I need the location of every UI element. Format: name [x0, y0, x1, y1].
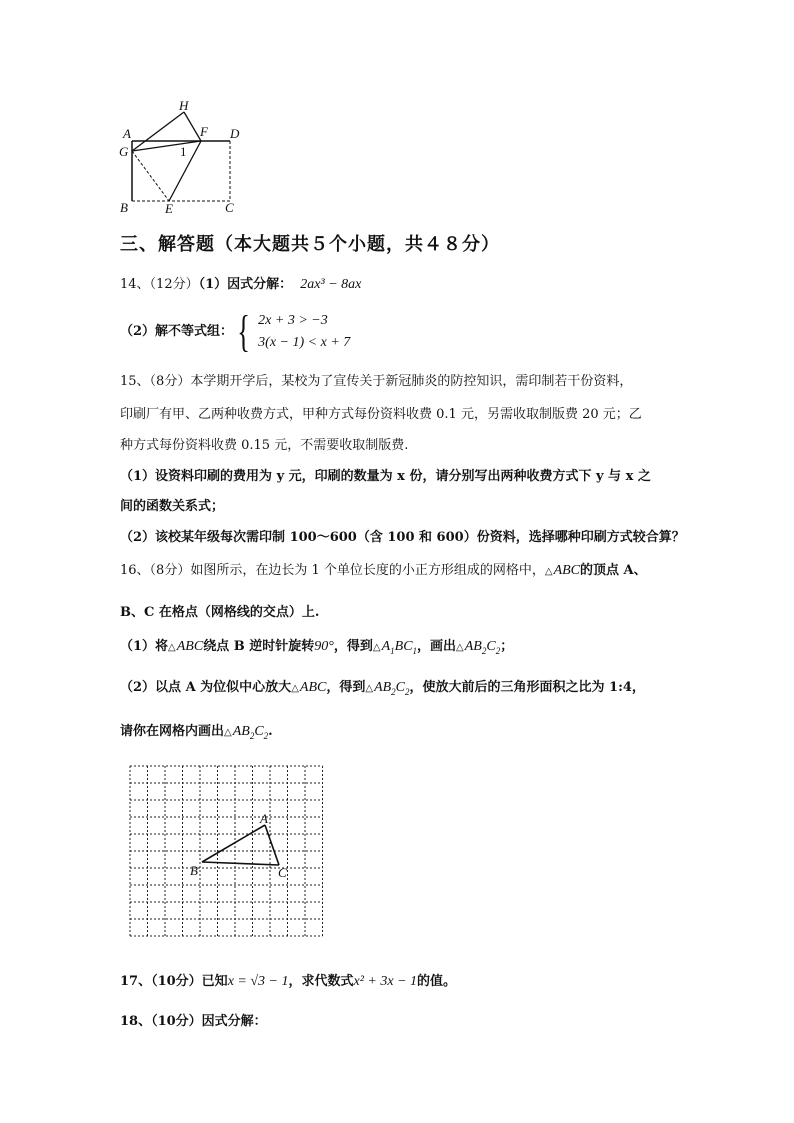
label-h: H [179, 98, 189, 113]
inequality-2: 3(x − 1) < x + 7 [258, 335, 351, 350]
q14-part1-expr: 2ax³ − 8ax [300, 277, 362, 292]
q18-line: 18、（10分）因式分解： [120, 1014, 267, 1029]
grid-lines [130, 766, 323, 936]
q14-part2-prefix: （2）解不等式组： [120, 324, 234, 339]
q16-sub1: （1）将△ABC绕点 B 逆时针旋转90°，得到$\triangle A_1BC_1$，画出$\triangle AB_2C_2$； [120, 639, 514, 656]
q17-x-expr: x = √3 − 1 [227, 974, 289, 989]
grid-label-a: A [260, 811, 268, 826]
q15-line2: 印刷厂有甲、乙两种收费方式，甲种方式每份资料收费 0.1 元，另需收取制版费 20 元；乙 [120, 407, 642, 422]
label-b: B [120, 200, 128, 215]
q15-line3: 种方式每份资料收费 0.15 元，不需要收取制版费. [120, 438, 409, 453]
label-c: C [225, 200, 234, 215]
q17-poly: x² + 3x − 1 [353, 974, 418, 989]
inequality-1: 2x + 3 > −3 [258, 313, 328, 328]
q16-line1-b: 的顶点 A、 [580, 563, 647, 578]
q14-line1 [120, 275, 361, 295]
label-d: D [230, 126, 240, 141]
brace-symbol: { [237, 307, 250, 356]
rotation-angle: 90° [314, 639, 334, 654]
triangle-side-ac [265, 825, 279, 865]
segment-ge [132, 151, 169, 201]
q15-line1: 15、（8分）本学期开学后，某校为了宣传关于新冠肺炎的防控知识，需印制若干份资料， [120, 374, 633, 389]
label-f: F [200, 124, 208, 139]
segment-hf [184, 112, 201, 141]
grid-figure [126, 762, 324, 942]
fold-figure-svg [112, 95, 252, 220]
q16-line1-a: 16、（8分）如图所示，在边长为 1 个单位长度的小正方形组成的网格中， [120, 563, 545, 578]
q16-tri-abc: ABC [553, 563, 581, 578]
label-a: A [123, 126, 131, 141]
q15-sub2: （2）该校某年级每次需印制 100～600（含 100 和 600）份资料，选择哪种印刷方式较合算？ [120, 530, 685, 545]
fold-figure [112, 95, 252, 220]
triangle-side-ba [202, 825, 265, 862]
label-angle-1: 1 [180, 144, 187, 159]
q14-part1-prefix: （1）因式分解： [198, 277, 293, 292]
q16-sub2-line2: 请你在网格内画出$\triangle AB_2C_2$. [120, 724, 273, 741]
q16-line2: B、C 在格点（网格线的交点）上. [120, 605, 320, 620]
grid-label-c: C [278, 865, 287, 880]
q17-line: 17、（10分）已知x = √3 − 1，求代数式x² + 3x − 1的值。 [120, 974, 457, 989]
grid-svg [126, 762, 324, 942]
grid-label-b: B [190, 863, 198, 878]
inequality-system [258, 311, 350, 353]
label-e: E [165, 201, 173, 216]
q16-line1: 16、（8分）如图所示，在边长为 1 个单位长度的小正方形组成的网格中，△ABC的顶点 A、 [120, 563, 647, 578]
q15-sub1-line1: （1）设资料印刷的费用为 y 元，印刷的数量为 x 份，请分别写出两种收费方式下 y 与 x 之 [120, 469, 651, 484]
q14-number: 14、（12分） [120, 277, 199, 292]
q14-line2 [120, 307, 351, 356]
q15-sub1-line2: 间的函数关系式； [120, 499, 225, 514]
label-g: G [119, 144, 129, 159]
q16-sub2: （2）以点 A 为位似中心放大△ABC，得到$\triangle AB_2C_2$，使放大前后的三角形面积之比为 1:4， [120, 680, 645, 697]
triangle-side-bc [202, 862, 279, 865]
section-title: 三、解答题（本大题共５个小题，共４８分） [120, 234, 500, 255]
